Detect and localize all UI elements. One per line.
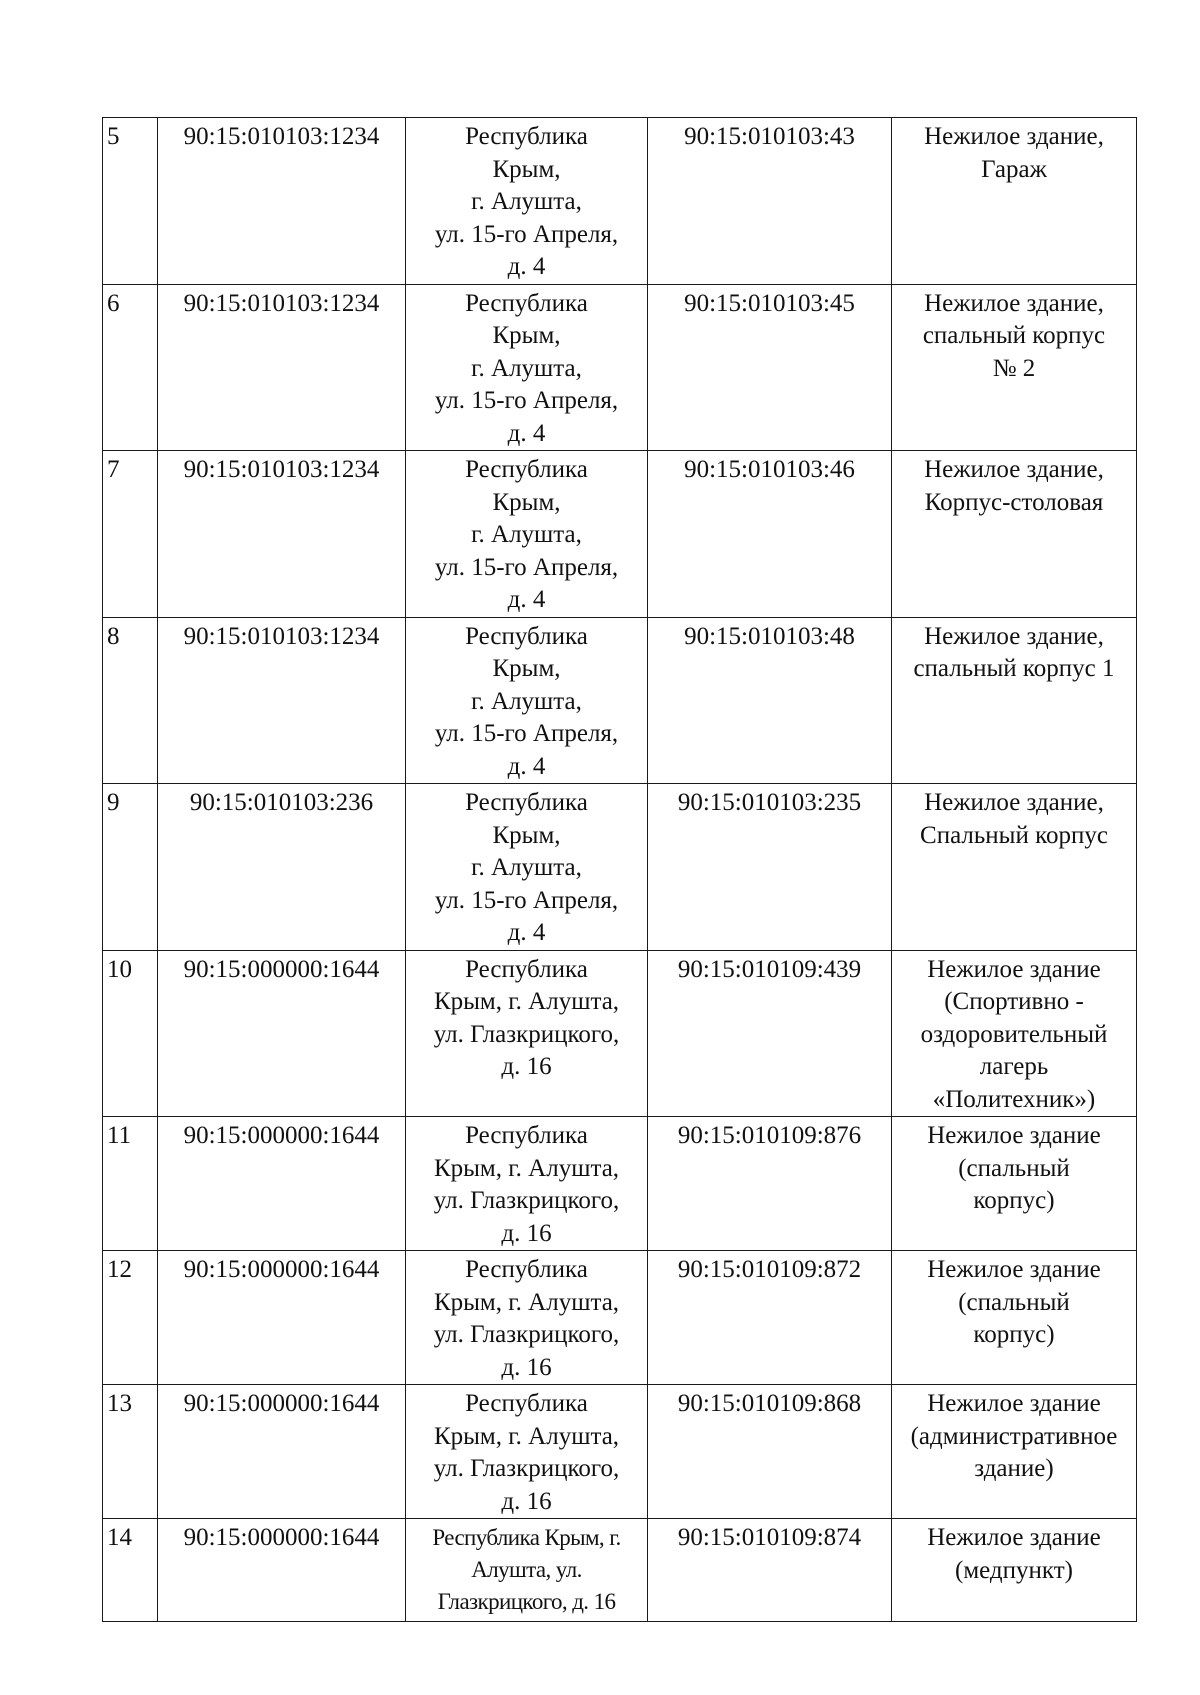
land-cadastral-number: 90:15:000000:1644 (158, 1117, 406, 1251)
object-description: Нежилое здание, Гараж (892, 118, 1137, 285)
row-number: 12 (103, 1251, 158, 1385)
row-number: 7 (103, 451, 158, 618)
row-number: 5 (103, 118, 158, 285)
table-row (103, 451, 1137, 618)
row-number: 9 (103, 784, 158, 951)
table-row (103, 950, 1137, 1117)
address: Республика Крым, г. Алушта, ул. 15-го Апреля, д. 4 (406, 617, 648, 784)
address: Республика Крым, г. Алушта, ул. 15-го Апреля, д. 4 (406, 451, 648, 618)
table-row (103, 617, 1137, 784)
land-cadastral-number: 90:15:010103:1234 (158, 617, 406, 784)
land-cadastral-number: 90:15:010103:236 (158, 784, 406, 951)
table-row (103, 1385, 1137, 1519)
object-description: Нежилое здание (медпункт) (892, 1519, 1137, 1622)
table-row (103, 1117, 1137, 1251)
object-cadastral-number: 90:15:010109:439 (648, 950, 892, 1117)
address: Республика Крым, г. Алушта, ул. 15-го Апреля, д. 4 (406, 784, 648, 951)
table-row (103, 1519, 1137, 1622)
row-number: 8 (103, 617, 158, 784)
address: Республика Крым, г. Алушта, ул. Глазкрицкого, д. 16 (406, 1385, 648, 1519)
object-description: Нежилое здание, Корпус-столовая (892, 451, 1137, 618)
object-cadastral-number: 90:15:010109:874 (648, 1519, 892, 1622)
object-description: Нежилое здание, Спальный корпус (892, 784, 1137, 951)
table-row (103, 784, 1137, 951)
land-cadastral-number: 90:15:000000:1644 (158, 1519, 406, 1622)
land-cadastral-number: 90:15:000000:1644 (158, 950, 406, 1117)
object-description: Нежилое здание, спальный корпус 1 (892, 617, 1137, 784)
land-cadastral-number: 90:15:010103:1234 (158, 284, 406, 451)
row-number: 11 (103, 1117, 158, 1251)
object-cadastral-number: 90:15:010103:45 (648, 284, 892, 451)
table-row (103, 284, 1137, 451)
row-number: 14 (103, 1519, 158, 1622)
object-description: Нежилое здание (спальный корпус) (892, 1117, 1137, 1251)
object-cadastral-number: 90:15:010109:868 (648, 1385, 892, 1519)
object-cadastral-number: 90:15:010103:43 (648, 118, 892, 285)
row-number: 6 (103, 284, 158, 451)
object-cadastral-number: 90:15:010109:876 (648, 1117, 892, 1251)
land-cadastral-number: 90:15:000000:1644 (158, 1385, 406, 1519)
address: Республика Крым, г. Алушта, ул. Глазкрицкого, д. 16 (406, 1251, 648, 1385)
table-row (103, 118, 1137, 285)
address: Республика Крым, г. Алушта, ул. Глазкрицкого, д. 16 (406, 1117, 648, 1251)
object-cadastral-number: 90:15:010103:235 (648, 784, 892, 951)
row-number: 10 (103, 950, 158, 1117)
land-cadastral-number: 90:15:010103:1234 (158, 118, 406, 285)
object-description: Нежилое здание, спальный корпус № 2 (892, 284, 1137, 451)
address: Республика Крым, г. Алушта, ул. Глазкрицкого, д. 16 (406, 950, 648, 1117)
object-description: Нежилое здание (Спортивно - оздоровительный лагерь «Политехник») (892, 950, 1137, 1117)
land-cadastral-number: 90:15:010103:1234 (158, 451, 406, 618)
address: Республика Крым, г. Алушта, ул. 15-го Апреля, д. 4 (406, 284, 648, 451)
object-cadastral-number: 90:15:010109:872 (648, 1251, 892, 1385)
table-row (103, 1251, 1137, 1385)
object-cadastral-number: 90:15:010103:46 (648, 451, 892, 618)
object-cadastral-number: 90:15:010103:48 (648, 617, 892, 784)
object-description: Нежилое здание (административное здание) (892, 1385, 1137, 1519)
object-description: Нежилое здание (спальный корпус) (892, 1251, 1137, 1385)
property-registry-table (102, 117, 1137, 1622)
land-cadastral-number: 90:15:000000:1644 (158, 1251, 406, 1385)
address: Республика Крым, г. Алушта, ул. Глазкрицкого, д. 16 (406, 1519, 648, 1622)
address: Республика Крым, г. Алушта, ул. 15-го Апреля, д. 4 (406, 118, 648, 285)
row-number: 13 (103, 1385, 158, 1519)
